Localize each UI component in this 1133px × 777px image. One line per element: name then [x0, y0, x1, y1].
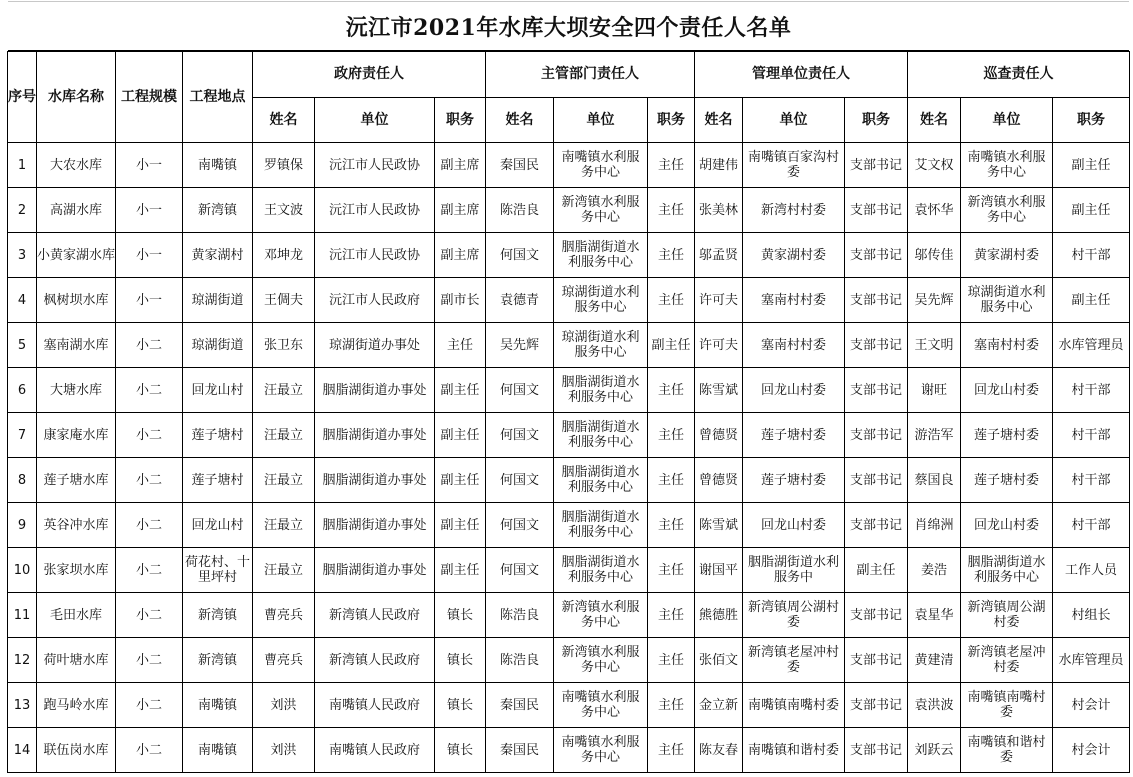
cell-gov-name[interactable]: 汪最立	[253, 458, 315, 503]
cell-gov-name[interactable]: 王文波	[253, 188, 315, 233]
cell-insp-name[interactable]: 艾文权	[908, 143, 961, 188]
cell-mgmt-name[interactable]: 邬孟贤	[695, 233, 743, 278]
cell-scale[interactable]: 小二	[116, 593, 183, 638]
header-group-inspection[interactable]: 巡查责任人	[908, 52, 1130, 98]
cell-insp-title[interactable]: 村组长	[1053, 593, 1130, 638]
cell-insp-name[interactable]: 刘跃云	[908, 728, 961, 773]
cell-dept-name[interactable]: 何国文	[486, 413, 554, 458]
cell-gov-name[interactable]: 刘洪	[253, 728, 315, 773]
table-row	[8, 323, 1130, 368]
cell-location[interactable]: 黄家湖村	[183, 233, 253, 278]
cell-gov-unit[interactable]: 南嘴镇人民政府	[315, 728, 435, 773]
cell-location[interactable]: 回龙山村	[183, 503, 253, 548]
header-dept-unit[interactable]: 单位	[554, 98, 648, 143]
cell-dept-unit[interactable]: 胭脂湖街道水利服务中心	[554, 413, 648, 458]
cell-insp-title[interactable]: 村干部	[1053, 503, 1130, 548]
cell-dept-title[interactable]: 主任	[648, 503, 695, 548]
cell-dept-unit[interactable]: 胭脂湖街道水利服务中心	[554, 503, 648, 548]
cell-insp-name[interactable]: 游浩军	[908, 413, 961, 458]
cell-mgmt-name[interactable]: 陈雪斌	[695, 503, 743, 548]
cell-insp-title[interactable]: 村干部	[1053, 233, 1130, 278]
cell-insp-title[interactable]: 水库管理员	[1053, 638, 1130, 683]
cell-mgmt-name[interactable]: 金立新	[695, 683, 743, 728]
cell-insp-unit[interactable]: 莲子塘村委	[961, 458, 1053, 503]
header-mgmt-name[interactable]: 姓名	[695, 98, 743, 143]
cell-mgmt-name[interactable]: 熊德胜	[695, 593, 743, 638]
cell-scale[interactable]: 小二	[116, 548, 183, 593]
cell-gov-name[interactable]: 邓坤龙	[253, 233, 315, 278]
cell-insp-name[interactable]: 袁怀华	[908, 188, 961, 233]
cell-insp-unit[interactable]: 胭脂湖街道水利服务中心	[961, 548, 1053, 593]
cell-mgmt-unit[interactable]: 南嘴镇南嘴村委	[743, 683, 845, 728]
cell-mgmt-title[interactable]: 支部书记	[845, 323, 908, 368]
cell-mgmt-title[interactable]: 支部书记	[845, 188, 908, 233]
cell-gov-unit[interactable]: 新湾镇人民政府	[315, 638, 435, 683]
cell-insp-name[interactable]: 王文明	[908, 323, 961, 368]
cell-reservoir-name[interactable]: 联伍岗水库	[37, 728, 116, 773]
cell-reservoir-name[interactable]: 康家庵水库	[37, 413, 116, 458]
cell-scale[interactable]: 小二	[116, 683, 183, 728]
cell-seq[interactable]: 13	[8, 683, 37, 728]
cell-mgmt-name[interactable]: 张美林	[695, 188, 743, 233]
cell-reservoir-name[interactable]: 塞南湖水库	[37, 323, 116, 368]
cell-mgmt-title[interactable]: 支部书记	[845, 728, 908, 773]
cell-gov-title[interactable]: 副主任	[435, 503, 486, 548]
cell-insp-title[interactable]: 村干部	[1053, 368, 1130, 413]
cell-mgmt-unit[interactable]: 黄家湖村委	[743, 233, 845, 278]
table-row	[8, 368, 1130, 413]
cell-scale[interactable]: 小二	[116, 458, 183, 503]
cell-insp-unit[interactable]: 琼湖街道水利服务中心	[961, 278, 1053, 323]
cell-insp-name[interactable]: 蔡国良	[908, 458, 961, 503]
header-reservoir-name[interactable]: 水库名称	[37, 52, 116, 143]
cell-location[interactable]: 南嘴镇	[183, 728, 253, 773]
cell-reservoir-name[interactable]: 荷叶塘水库	[37, 638, 116, 683]
cell-gov-name[interactable]: 汪最立	[253, 548, 315, 593]
cell-gov-unit[interactable]: 胭脂湖街道办事处	[315, 548, 435, 593]
table-row	[8, 503, 1130, 548]
cell-dept-unit[interactable]: 胭脂湖街道水利服务中心	[554, 548, 648, 593]
cell-dept-name[interactable]: 何国文	[486, 548, 554, 593]
cell-gov-title[interactable]: 副主席	[435, 143, 486, 188]
cell-seq[interactable]: 2	[8, 188, 37, 233]
cell-insp-unit[interactable]: 新湾镇水利服务中心	[961, 188, 1053, 233]
cell-seq[interactable]: 3	[8, 233, 37, 278]
cell-gov-unit[interactable]: 琼湖街道办事处	[315, 323, 435, 368]
cell-dept-name[interactable]: 陈浩良	[486, 638, 554, 683]
cell-dept-title[interactable]: 主任	[648, 368, 695, 413]
cell-seq[interactable]: 7	[8, 413, 37, 458]
header-gov-name[interactable]: 姓名	[253, 98, 315, 143]
cell-dept-title[interactable]: 主任	[648, 278, 695, 323]
cell-gov-unit[interactable]: 胭脂湖街道办事处	[315, 368, 435, 413]
cell-dept-title[interactable]: 主任	[648, 593, 695, 638]
table-row	[8, 413, 1130, 458]
cell-scale[interactable]: 小二	[116, 323, 183, 368]
cell-dept-title[interactable]: 主任	[648, 728, 695, 773]
table-row	[8, 548, 1130, 593]
header-group-department[interactable]: 主管部门责任人	[486, 52, 695, 98]
cell-insp-unit[interactable]: 莲子塘村委	[961, 413, 1053, 458]
cell-dept-unit[interactable]: 琼湖街道水利服务中心	[554, 323, 648, 368]
cell-gov-unit[interactable]: 南嘴镇人民政府	[315, 683, 435, 728]
cell-dept-unit[interactable]: 胭脂湖街道水利服务中心	[554, 368, 648, 413]
cell-insp-unit[interactable]: 南嘴镇和谐村委	[961, 728, 1053, 773]
page-title: 沅江市2021年水库大坝安全四个责任人名单	[8, 1, 1129, 51]
cell-gov-title[interactable]: 副市长	[435, 278, 486, 323]
cell-scale[interactable]: 小二	[116, 413, 183, 458]
header-insp-unit[interactable]: 单位	[961, 98, 1053, 143]
cell-reservoir-name[interactable]: 小黄家湖水库	[37, 233, 116, 278]
cell-scale[interactable]: 小二	[116, 638, 183, 683]
cell-mgmt-title[interactable]: 支部书记	[845, 683, 908, 728]
cell-mgmt-title[interactable]: 支部书记	[845, 233, 908, 278]
cell-mgmt-name[interactable]: 张佰文	[695, 638, 743, 683]
cell-insp-title[interactable]: 副主任	[1053, 188, 1130, 233]
table-row	[8, 458, 1130, 503]
cell-location[interactable]: 新湾镇	[183, 593, 253, 638]
cell-dept-unit[interactable]: 胭脂湖街道水利服务中心	[554, 458, 648, 503]
cell-mgmt-unit[interactable]: 新湾镇老屋冲村委	[743, 638, 845, 683]
header-group-government[interactable]: 政府责任人	[253, 52, 486, 98]
cell-gov-title[interactable]: 副主任	[435, 458, 486, 503]
cell-mgmt-title[interactable]: 支部书记	[845, 593, 908, 638]
cell-mgmt-name[interactable]: 陈雪斌	[695, 368, 743, 413]
cell-seq[interactable]: 8	[8, 458, 37, 503]
cell-gov-unit[interactable]: 沅江市人民政协	[315, 188, 435, 233]
table-row	[8, 233, 1130, 278]
header-mgmt-unit[interactable]: 单位	[743, 98, 845, 143]
cell-insp-name[interactable]: 邬传佳	[908, 233, 961, 278]
cell-location[interactable]: 莲子塘村	[183, 458, 253, 503]
cell-gov-name[interactable]: 罗镇保	[253, 143, 315, 188]
cell-gov-title[interactable]: 副主任	[435, 368, 486, 413]
cell-dept-unit[interactable]: 新湾镇水利服务中心	[554, 593, 648, 638]
cell-mgmt-title[interactable]: 支部书记	[845, 143, 908, 188]
cell-location[interactable]: 琼湖街道	[183, 323, 253, 368]
cell-gov-title[interactable]: 主任	[435, 323, 486, 368]
cell-gov-name[interactable]: 刘洪	[253, 683, 315, 728]
cell-dept-unit[interactable]: 南嘴镇水利服务中心	[554, 683, 648, 728]
cell-mgmt-unit[interactable]: 塞南村村委	[743, 278, 845, 323]
cell-scale[interactable]: 小一	[116, 233, 183, 278]
cell-gov-name[interactable]: 汪最立	[253, 368, 315, 413]
cell-dept-name[interactable]: 陈浩良	[486, 593, 554, 638]
cell-insp-name[interactable]: 袁星华	[908, 593, 961, 638]
cell-mgmt-unit[interactable]: 南嘴镇和谐村委	[743, 728, 845, 773]
cell-reservoir-name[interactable]: 大农水库	[37, 143, 116, 188]
cell-gov-unit[interactable]: 新湾镇人民政府	[315, 593, 435, 638]
cell-reservoir-name[interactable]: 跑马岭水库	[37, 683, 116, 728]
cell-mgmt-unit[interactable]: 南嘴镇百家沟村委	[743, 143, 845, 188]
header-insp-title[interactable]: 职务	[1053, 98, 1130, 143]
cell-dept-title[interactable]: 主任	[648, 548, 695, 593]
cell-location[interactable]: 南嘴镇	[183, 683, 253, 728]
cell-dept-title[interactable]: 主任	[648, 638, 695, 683]
header-dept-name[interactable]: 姓名	[486, 98, 554, 143]
cell-seq[interactable]: 10	[8, 548, 37, 593]
table-row	[8, 728, 1130, 773]
cell-seq[interactable]: 1	[8, 143, 37, 188]
cell-mgmt-title[interactable]: 支部书记	[845, 503, 908, 548]
cell-gov-title[interactable]: 副主任	[435, 548, 486, 593]
cell-dept-name[interactable]: 何国文	[486, 233, 554, 278]
cell-insp-name[interactable]: 袁洪波	[908, 683, 961, 728]
cell-reservoir-name[interactable]: 枫树坝水库	[37, 278, 116, 323]
cell-seq[interactable]: 12	[8, 638, 37, 683]
cell-dept-name[interactable]: 袁德青	[486, 278, 554, 323]
cell-scale[interactable]: 小一	[116, 278, 183, 323]
cell-mgmt-name[interactable]: 曾德贤	[695, 413, 743, 458]
cell-gov-name[interactable]: 汪最立	[253, 503, 315, 548]
cell-insp-title[interactable]: 村会计	[1053, 683, 1130, 728]
cell-insp-name[interactable]: 吴先辉	[908, 278, 961, 323]
cell-insp-name[interactable]: 姜浩	[908, 548, 961, 593]
cell-mgmt-name[interactable]: 许可夫	[695, 323, 743, 368]
cell-mgmt-unit[interactable]: 回龙山村委	[743, 503, 845, 548]
cell-mgmt-unit[interactable]: 新湾镇周公湖村委	[743, 593, 845, 638]
cell-insp-unit[interactable]: 塞南村村委	[961, 323, 1053, 368]
cell-mgmt-name[interactable]: 谢国平	[695, 548, 743, 593]
header-mgmt-title[interactable]: 职务	[845, 98, 908, 143]
cell-mgmt-name[interactable]: 许可夫	[695, 278, 743, 323]
cell-reservoir-name[interactable]: 英谷冲水库	[37, 503, 116, 548]
header-insp-name[interactable]: 姓名	[908, 98, 961, 143]
cell-gov-unit[interactable]: 胭脂湖街道办事处	[315, 458, 435, 503]
table-row	[8, 188, 1130, 233]
cell-seq[interactable]: 9	[8, 503, 37, 548]
cell-dept-name[interactable]: 秦国民	[486, 143, 554, 188]
responsibility-table	[7, 51, 1130, 773]
cell-dept-title[interactable]: 主任	[648, 188, 695, 233]
table-row	[8, 278, 1130, 323]
cell-mgmt-title[interactable]: 支部书记	[845, 368, 908, 413]
cell-mgmt-title[interactable]: 支部书记	[845, 278, 908, 323]
cell-reservoir-name[interactable]: 莲子塘水库	[37, 458, 116, 503]
table-row	[8, 638, 1130, 683]
cell-insp-title[interactable]: 村干部	[1053, 458, 1130, 503]
cell-insp-name[interactable]: 肖绵洲	[908, 503, 961, 548]
cell-insp-title[interactable]: 工作人员	[1053, 548, 1130, 593]
table-row	[8, 143, 1130, 188]
cell-insp-unit[interactable]: 回龙山村委	[961, 503, 1053, 548]
cell-gov-name[interactable]: 曹亮兵	[253, 638, 315, 683]
cell-dept-name[interactable]: 吴先辉	[486, 323, 554, 368]
cell-seq[interactable]: 4	[8, 278, 37, 323]
header-row-groups	[8, 52, 1130, 98]
cell-insp-title[interactable]: 副主任	[1053, 278, 1130, 323]
cell-dept-unit[interactable]: 南嘴镇水利服务中心	[554, 728, 648, 773]
table-row	[8, 593, 1130, 638]
cell-scale[interactable]: 小二	[116, 368, 183, 413]
cell-scale[interactable]: 小二	[116, 728, 183, 773]
cell-dept-unit[interactable]: 新湾镇水利服务中心	[554, 188, 648, 233]
cell-gov-title[interactable]: 副主席	[435, 188, 486, 233]
cell-location[interactable]: 新湾镇	[183, 188, 253, 233]
cell-dept-title[interactable]: 主任	[648, 143, 695, 188]
cell-location[interactable]: 莲子塘村	[183, 413, 253, 458]
cell-gov-name[interactable]: 曹亮兵	[253, 593, 315, 638]
cell-gov-unit[interactable]: 胭脂湖街道办事处	[315, 503, 435, 548]
cell-reservoir-name[interactable]: 张家坝水库	[37, 548, 116, 593]
cell-reservoir-name[interactable]: 大塘水库	[37, 368, 116, 413]
cell-mgmt-title[interactable]: 副主任	[845, 548, 908, 593]
cell-gov-unit[interactable]: 沅江市人民政协	[315, 143, 435, 188]
cell-gov-title[interactable]: 镇长	[435, 638, 486, 683]
cell-insp-title[interactable]: 副主任	[1053, 143, 1130, 188]
cell-dept-unit[interactable]: 胭脂湖街道水利服务中心	[554, 233, 648, 278]
cell-dept-name[interactable]: 何国文	[486, 458, 554, 503]
cell-scale[interactable]: 小一	[116, 143, 183, 188]
cell-gov-title[interactable]: 副主任	[435, 413, 486, 458]
cell-insp-name[interactable]: 黄建清	[908, 638, 961, 683]
cell-location[interactable]: 琼湖街道	[183, 278, 253, 323]
cell-insp-unit[interactable]: 黄家湖村委	[961, 233, 1053, 278]
cell-dept-name[interactable]: 何国文	[486, 368, 554, 413]
header-gov-unit[interactable]: 单位	[315, 98, 435, 143]
cell-dept-title[interactable]: 主任	[648, 458, 695, 503]
cell-scale[interactable]: 小一	[116, 188, 183, 233]
cell-dept-title[interactable]: 副主任	[648, 323, 695, 368]
cell-mgmt-unit[interactable]: 塞南村村委	[743, 323, 845, 368]
cell-reservoir-name[interactable]: 毛田水库	[37, 593, 116, 638]
cell-dept-title[interactable]: 主任	[648, 413, 695, 458]
cell-insp-unit[interactable]: 新湾镇老屋冲村委	[961, 638, 1053, 683]
cell-gov-name[interactable]: 王倜夫	[253, 278, 315, 323]
header-gov-title[interactable]: 职务	[435, 98, 486, 143]
cell-mgmt-unit[interactable]: 新湾村村委	[743, 188, 845, 233]
cell-mgmt-title[interactable]: 支部书记	[845, 413, 908, 458]
header-scale[interactable]: 工程规模	[116, 52, 183, 143]
cell-dept-name[interactable]: 秦国民	[486, 683, 554, 728]
cell-gov-title[interactable]: 镇长	[435, 593, 486, 638]
cell-mgmt-title[interactable]: 支部书记	[845, 458, 908, 503]
cell-insp-unit[interactable]: 南嘴镇水利服务中心	[961, 143, 1053, 188]
header-group-management[interactable]: 管理单位责任人	[695, 52, 908, 98]
cell-scale[interactable]: 小二	[116, 503, 183, 548]
cell-seq[interactable]: 14	[8, 728, 37, 773]
cell-mgmt-unit[interactable]: 莲子塘村委	[743, 458, 845, 503]
header-dept-title[interactable]: 职务	[648, 98, 695, 143]
cell-mgmt-name[interactable]: 曾德贤	[695, 458, 743, 503]
cell-gov-title[interactable]: 副主席	[435, 233, 486, 278]
cell-seq[interactable]: 6	[8, 368, 37, 413]
cell-dept-name[interactable]: 何国文	[486, 503, 554, 548]
cell-location[interactable]: 新湾镇	[183, 638, 253, 683]
cell-insp-unit[interactable]: 回龙山村委	[961, 368, 1053, 413]
cell-insp-title[interactable]: 村会计	[1053, 728, 1130, 773]
cell-location[interactable]: 回龙山村	[183, 368, 253, 413]
cell-mgmt-title[interactable]: 支部书记	[845, 638, 908, 683]
cell-gov-unit[interactable]: 胭脂湖街道办事处	[315, 413, 435, 458]
cell-insp-name[interactable]: 谢旺	[908, 368, 961, 413]
cell-location[interactable]: 南嘴镇	[183, 143, 253, 188]
cell-gov-unit[interactable]: 沅江市人民政协	[315, 233, 435, 278]
cell-insp-unit[interactable]: 南嘴镇南嘴村委	[961, 683, 1053, 728]
cell-dept-title[interactable]: 主任	[648, 233, 695, 278]
cell-seq[interactable]: 5	[8, 323, 37, 368]
cell-gov-title[interactable]: 镇长	[435, 683, 486, 728]
cell-mgmt-name[interactable]: 陈友春	[695, 728, 743, 773]
cell-gov-name[interactable]: 汪最立	[253, 413, 315, 458]
cell-reservoir-name[interactable]: 高湖水库	[37, 188, 116, 233]
cell-dept-unit[interactable]: 南嘴镇水利服务中心	[554, 143, 648, 188]
cell-mgmt-unit[interactable]: 回龙山村委	[743, 368, 845, 413]
cell-dept-unit[interactable]: 新湾镇水利服务中心	[554, 638, 648, 683]
cell-gov-title[interactable]: 镇长	[435, 728, 486, 773]
cell-mgmt-unit[interactable]: 莲子塘村委	[743, 413, 845, 458]
cell-seq[interactable]: 11	[8, 593, 37, 638]
cell-location[interactable]: 荷花村、十里坪村	[183, 548, 253, 593]
header-location[interactable]: 工程地点	[183, 52, 253, 143]
cell-gov-name[interactable]: 张卫东	[253, 323, 315, 368]
cell-gov-unit[interactable]: 沅江市人民政府	[315, 278, 435, 323]
cell-insp-title[interactable]: 村干部	[1053, 413, 1130, 458]
cell-dept-title[interactable]: 主任	[648, 683, 695, 728]
table-row	[8, 683, 1130, 728]
cell-dept-name[interactable]: 秦国民	[486, 728, 554, 773]
cell-insp-title[interactable]: 水库管理员	[1053, 323, 1130, 368]
cell-mgmt-name[interactable]: 胡建伟	[695, 143, 743, 188]
cell-mgmt-unit[interactable]: 胭脂湖街道水利 服务中	[743, 548, 845, 593]
cell-dept-unit[interactable]: 琼湖街道水利服务中心	[554, 278, 648, 323]
header-seq[interactable]: 序号	[8, 52, 37, 143]
cell-dept-name[interactable]: 陈浩良	[486, 188, 554, 233]
cell-insp-unit[interactable]: 新湾镇周公湖村委	[961, 593, 1053, 638]
